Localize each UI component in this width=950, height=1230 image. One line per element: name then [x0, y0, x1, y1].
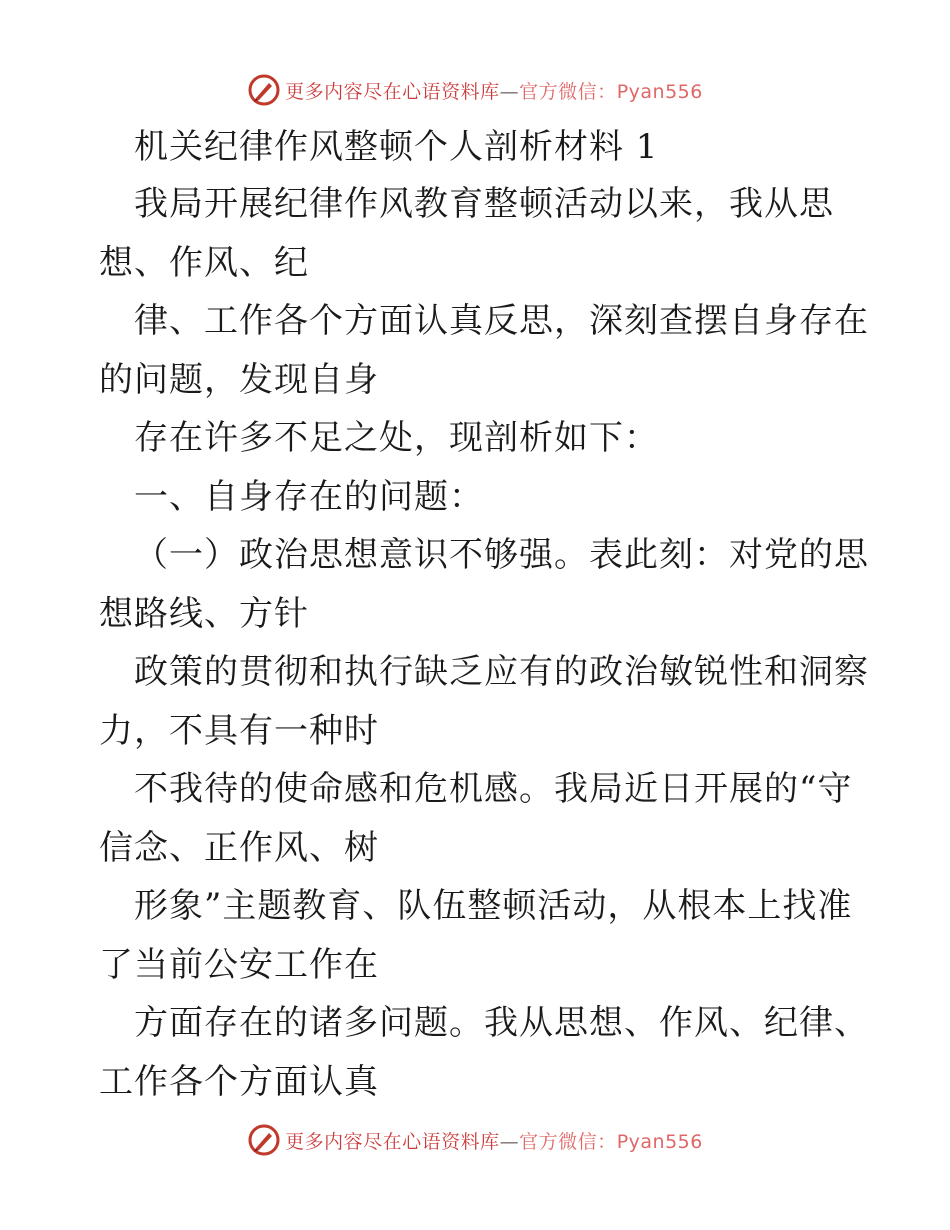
watermark-wechat-id: Pyan556: [616, 80, 703, 103]
text-line: 想路线、方针: [99, 594, 309, 634]
watermark-main: 更多内容尽在心语资料库: [285, 1130, 500, 1153]
watermark-dash: —: [499, 1130, 520, 1153]
text-line: 不我待的使命感和危机感。我局近日开展的“守: [134, 769, 853, 809]
text-line: 信念、正作风、树: [99, 828, 379, 868]
text-line: （一）政治思想意识不够强。表此刻：对党的思: [134, 535, 869, 575]
watermark-wechat-id: Pyan556: [616, 1130, 703, 1153]
text-line: 存在许多不足之处，现剖析如下：: [134, 418, 659, 458]
text-line: 方面存在的诸多问题。我从思想、作风、纪律、: [134, 1003, 869, 1043]
text-line: 政策的贯彻和执行缺乏应有的政治敏锐性和洞察: [134, 652, 869, 692]
document-title: 机关纪律作风整顿个人剖析材料 1: [134, 127, 659, 167]
section-heading: 一、自身存在的问题：: [134, 477, 484, 517]
watermark-official: 官方微信：: [519, 80, 617, 103]
text-line: 想、作风、纪: [99, 243, 309, 283]
text-line: 工作各个方面认真: [99, 1062, 379, 1102]
text-line: 了当前公安工作在: [99, 945, 379, 985]
text-line: 律、工作各个方面认真反思，深刻查摆自身存在: [134, 301, 869, 341]
watermark-official: 官方微信：: [519, 1130, 617, 1153]
pen-logo-icon: [247, 1123, 281, 1157]
text-line: 的问题，发现自身: [99, 360, 379, 400]
text-line: 形象”主题教育、队伍整顿活动，从根本上找准: [134, 886, 853, 926]
watermark-text: [285, 1127, 703, 1154]
watermark-main: 更多内容尽在心语资料库: [285, 80, 500, 103]
watermark-dash: —: [499, 80, 520, 103]
text-line: 力，不具有一种时: [99, 711, 379, 751]
text-line: 我局开展纪律作风教育整顿活动以来，我从思: [134, 184, 834, 224]
footer-watermark-banner: [0, 1120, 950, 1160]
